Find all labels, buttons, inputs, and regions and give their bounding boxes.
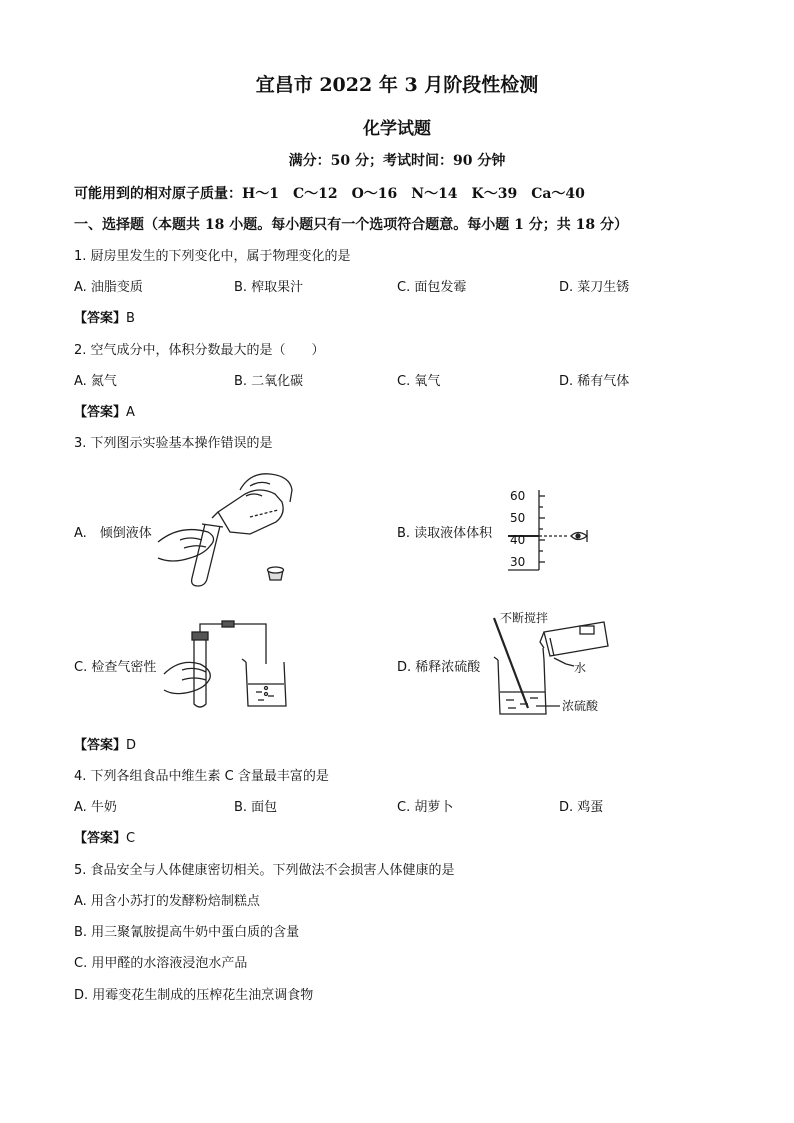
q1-option-a: A. 油脂变质 [74, 280, 143, 295]
page-title: 宜昌市 2022 年 3 月阶段性检测 [255, 74, 539, 96]
answer-tag: 【答案】 [74, 311, 127, 326]
question-5-stem: 5. 食品安全与人体健康密切相关。下列做法不会损害人体健康的是 [74, 863, 455, 878]
q5-option-b: B. 用三聚氰胺提高牛奶中蛋白质的含量 [74, 925, 300, 940]
label-stir: 不断搅拌 [500, 611, 549, 625]
q2-option-a: A. 氮气 [74, 374, 117, 389]
q2-option-c: C. 氧气 [397, 374, 441, 389]
q5-option-c: C. 用甲醛的水溶液浸泡水产品 [74, 956, 248, 971]
exam-info: 满分：50 分；考试时间：90 分钟 [288, 153, 506, 169]
q1-option-d: D. 菜刀生锈 [559, 280, 630, 295]
answer-value: A [126, 405, 135, 420]
q5-option-d: D. 用霉变花生制成的压榨花生油烹调食物 [74, 988, 314, 1003]
q3-option-c: C. 检查气密性 [74, 660, 157, 675]
section-heading: 一、选择题（本题共 18 小题。每小题只有一个选项符合题意。每小题 1 分；共 18 分） [74, 217, 628, 233]
answer-tag: 【答案】 [74, 738, 127, 753]
figure-pour-liquid [150, 462, 300, 587]
figure-dilute-acid [488, 608, 638, 720]
question-1-stem: 1. 厨房里发生的下列变化中，属于物理变化的是 [74, 249, 351, 264]
q2-answer [74, 401, 135, 420]
answer-value: C [126, 831, 136, 846]
tick-label-30: 30 [510, 555, 526, 569]
answer-value: B [126, 311, 135, 326]
q4-option-a: A. 牛奶 [74, 800, 117, 815]
tick-label-50: 50 [510, 511, 526, 525]
figure-check-airtightness [160, 618, 290, 713]
q2-option-b: B. 二氧化碳 [234, 374, 304, 389]
question-2-stem: 2. 空气成分中，体积分数最大的是（ ） [74, 343, 325, 358]
figure-read-volume [505, 488, 605, 573]
q1-option-c: C. 面包发霉 [397, 280, 467, 295]
answer-value: D [126, 738, 137, 753]
answer-tag: 【答案】 [74, 405, 127, 420]
question-4-stem: 4. 下列各组食品中维生素 C 含量最丰富的是 [74, 769, 329, 784]
q3-option-b: B. 读取液体体积 [397, 526, 493, 541]
q4-option-c: C. 胡萝卜 [397, 800, 454, 815]
subject-title: 化学试题 [363, 119, 431, 139]
q3-answer [74, 734, 136, 753]
q3-option-d: D. 稀释浓硫酸 [397, 660, 481, 675]
answer-tag: 【答案】 [74, 831, 127, 846]
q4-option-d: D. 鸡蛋 [559, 800, 604, 815]
label-concentrated-acid: 浓硫酸 [562, 699, 599, 713]
tick-label-60: 60 [510, 489, 526, 503]
label-water: 水 [574, 661, 587, 675]
q1-answer [74, 307, 135, 326]
q5-option-a: A. 用含小苏打的发酵粉焙制糕点 [74, 894, 260, 909]
q4-option-b: B. 面包 [234, 800, 278, 815]
q4-answer [74, 827, 135, 846]
q1-option-b: B. 榨取果汁 [234, 280, 304, 295]
q2-option-d: D. 稀有气体 [559, 374, 630, 389]
atomic-masses: 可能用到的相对原子质量：H～1 C～12 O～16 N～14 K～39 Ca～40 [74, 186, 585, 202]
tick-label-40: 40 [510, 533, 526, 547]
q3-option-a: A. 倾倒液体 [74, 526, 152, 541]
question-3-stem: 3. 下列图示实验基本操作错误的是 [74, 436, 273, 451]
